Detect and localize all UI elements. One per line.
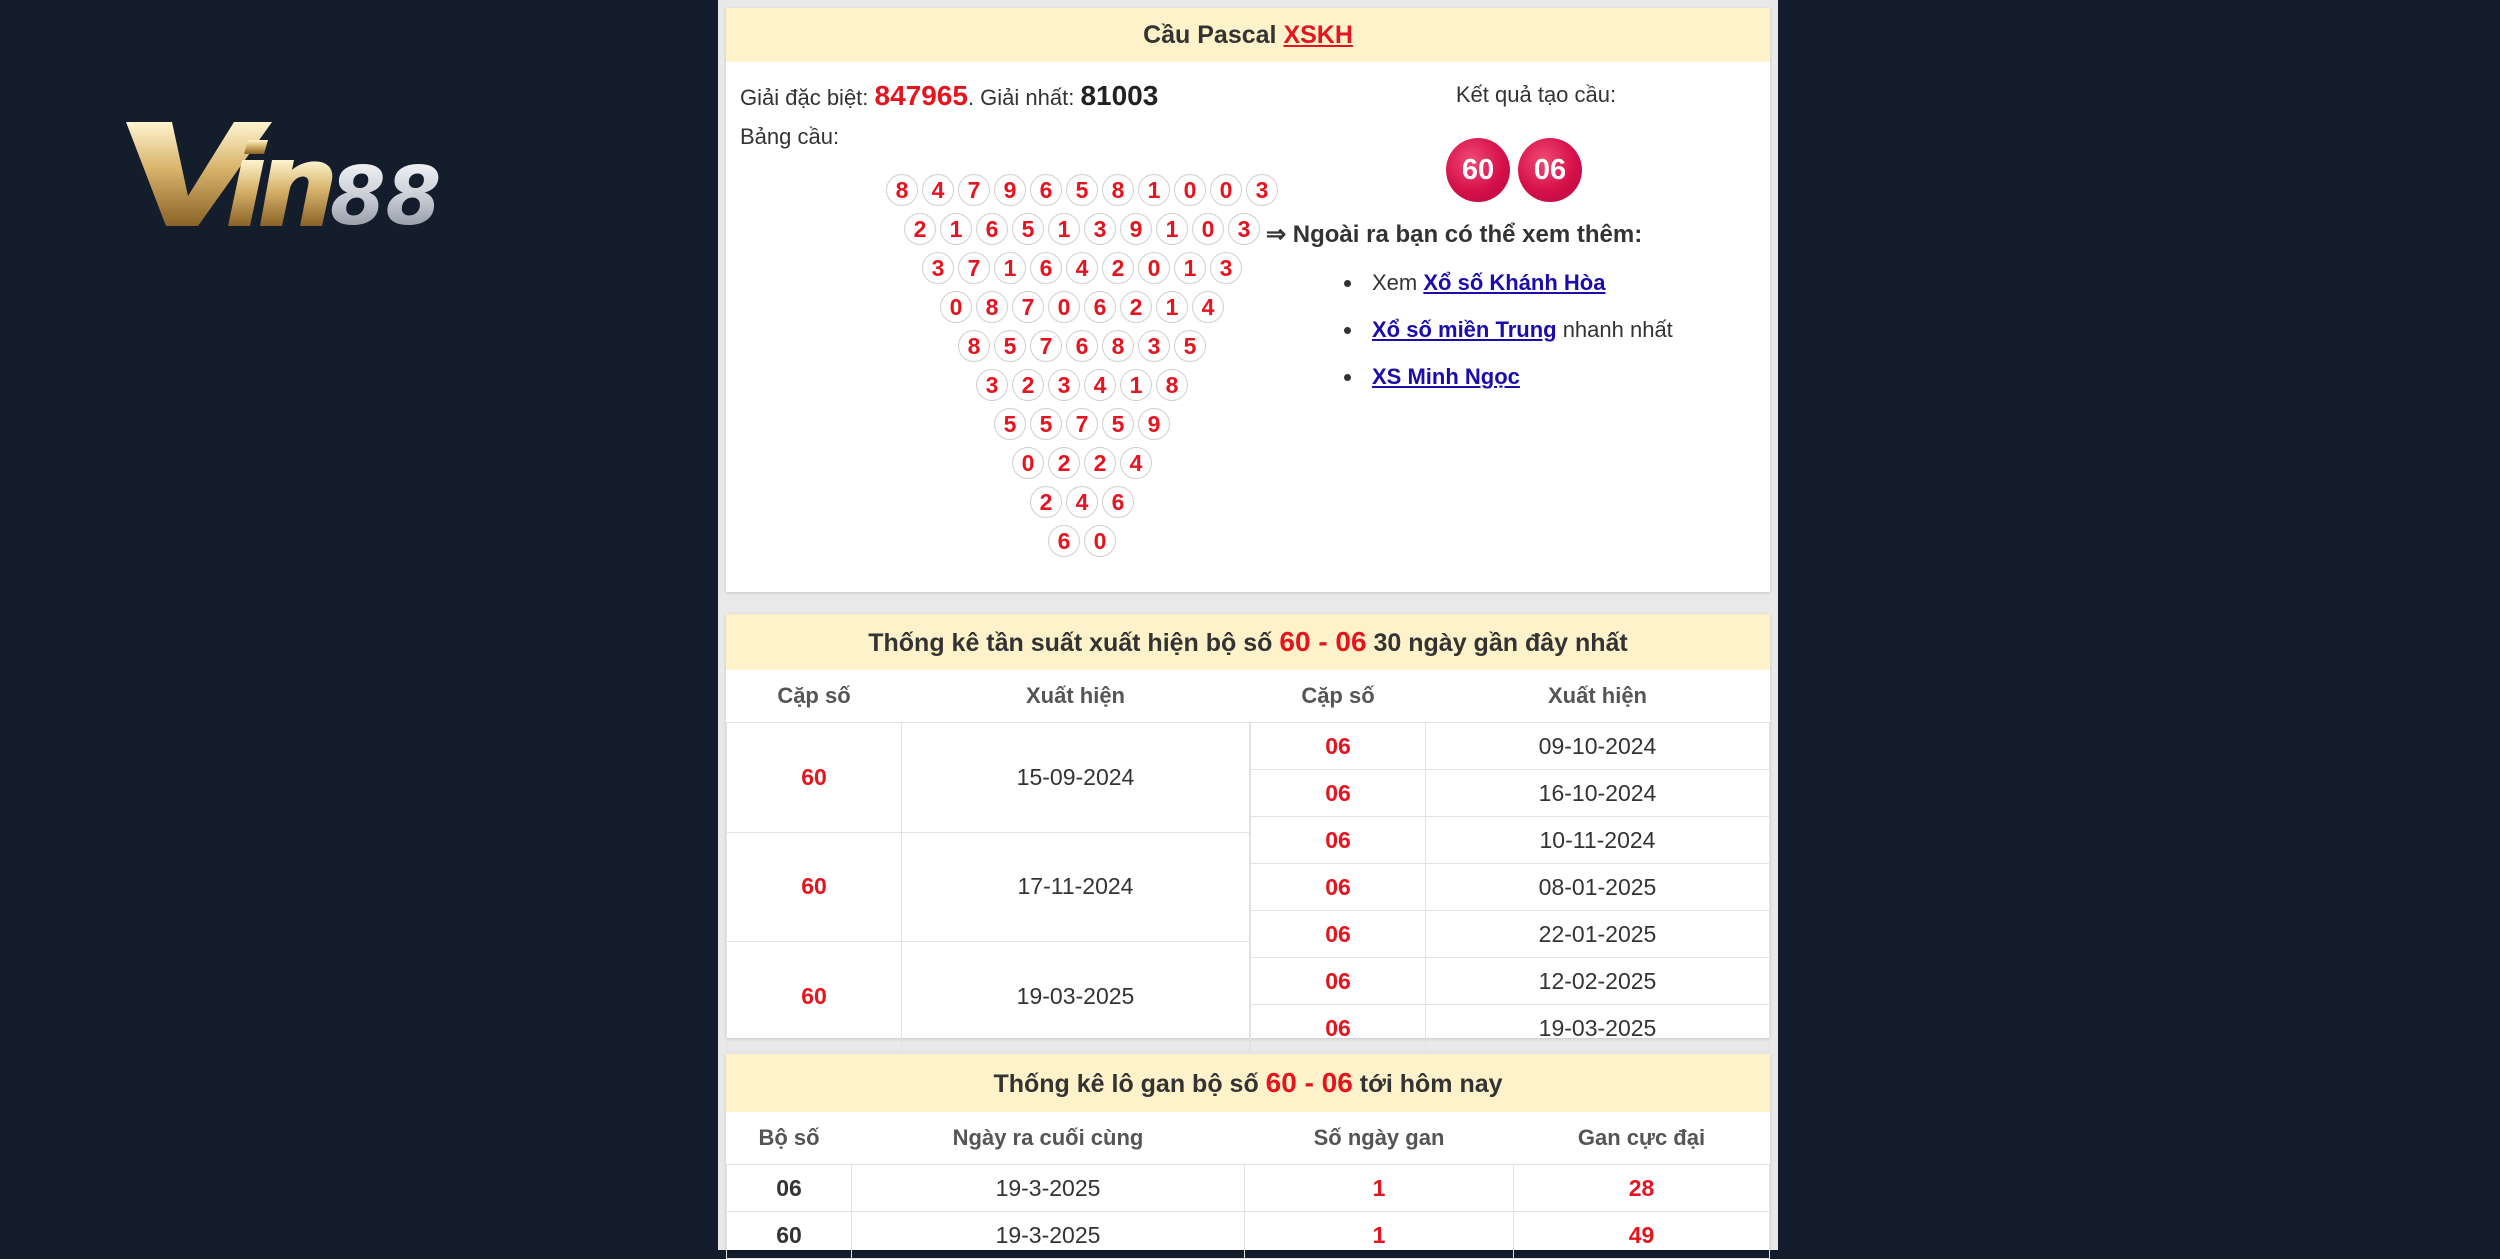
- date-cell: 22-01-2025: [1426, 911, 1770, 958]
- pair-cell: 60: [727, 723, 902, 833]
- pascal-digit: 6: [1102, 486, 1134, 518]
- lo-gan-header: [726, 1054, 1770, 1112]
- table-row: [727, 832, 1250, 942]
- pascal-digit: 5: [1012, 213, 1044, 245]
- gan-max-cell: 49: [1514, 1212, 1770, 1259]
- pair-cell: 06: [1251, 958, 1426, 1005]
- pascal-digit: 0: [1084, 525, 1116, 557]
- table-row: [1251, 817, 1770, 864]
- pascal-digit: 7: [958, 174, 990, 206]
- col-appear: Xuất hiện: [1547, 683, 1647, 708]
- pascal-digit: 6: [1030, 174, 1062, 206]
- pascal-digit: 4: [1192, 291, 1224, 323]
- prize-line: [740, 80, 1158, 112]
- vin88-logo[interactable]: [122, 118, 482, 238]
- list-item: [1336, 362, 1673, 409]
- lo-gan-title-highlight: 60 - 06: [1265, 1067, 1353, 1098]
- pascal-digit: 4: [922, 174, 954, 206]
- pascal-digit: 1: [940, 213, 972, 245]
- frequency-header: [726, 614, 1770, 670]
- col-appear: Xuất hiện: [1025, 683, 1125, 708]
- pascal-title: Cầu Pascal: [1143, 21, 1284, 49]
- pascal-digit: 9: [994, 174, 1026, 206]
- pascal-digit: 5: [1174, 330, 1206, 362]
- frequency-title-suffix: 30 ngày gần đây nhất: [1366, 629, 1628, 657]
- table-row: [727, 1165, 1770, 1212]
- gan-days-cell: 1: [1245, 1165, 1514, 1212]
- pair-cell: 60: [727, 832, 902, 942]
- pascal-digit: 1: [1156, 291, 1188, 323]
- pascal-digit: 2: [1120, 291, 1152, 323]
- list-item: [1336, 268, 1673, 315]
- pair-cell: 06: [1251, 1005, 1426, 1052]
- pascal-digit: 2: [1048, 447, 1080, 479]
- pascal-digit: 6: [1084, 291, 1116, 323]
- xo-so-mien-trung-link[interactable]: Xổ số miền Trung: [1372, 317, 1557, 342]
- pascal-digit: 2: [1084, 447, 1116, 479]
- link-prefix: Xem: [1372, 270, 1424, 295]
- pascal-digit: 5: [1066, 174, 1098, 206]
- link-suffix: nhanh nhất: [1556, 317, 1673, 342]
- pascal-digit: 0: [1048, 291, 1080, 323]
- pascal-digit: 8: [1102, 330, 1134, 362]
- pascal-digit: 0: [1174, 174, 1206, 206]
- pair-cell: 06: [1251, 770, 1426, 817]
- pascal-digit: 9: [1138, 408, 1170, 440]
- pascal-digit: 3: [1246, 174, 1278, 206]
- frequency-table-left: [726, 670, 1250, 1052]
- pascal-digit: 4: [1120, 447, 1152, 479]
- pascal-digit: 2: [1012, 369, 1044, 401]
- pascal-digit: 2: [1102, 252, 1134, 284]
- lo-gan-title-suffix: tới hôm nay: [1352, 1070, 1503, 1098]
- table-row: [1251, 723, 1770, 770]
- result-ball: 60: [1446, 138, 1510, 202]
- pascal-digit: 5: [994, 330, 1026, 362]
- col-bo-so: Bộ số: [758, 1125, 820, 1150]
- pascal-row: [940, 291, 1224, 323]
- svg-text:88: 88: [330, 150, 442, 238]
- pascal-digit: 3: [1228, 213, 1260, 245]
- pascal-digit: 5: [1030, 408, 1062, 440]
- pascal-digit: 4: [1066, 486, 1098, 518]
- pascal-digit: 0: [1210, 174, 1242, 206]
- date-cell: 12-02-2025: [1426, 958, 1770, 1005]
- xskh-link[interactable]: XSKH: [1283, 21, 1353, 49]
- lo-gan-title-prefix: Thống kê lô gan bộ số: [993, 1070, 1266, 1098]
- col-gan-days: Số ngày gan: [1313, 1125, 1445, 1150]
- list-item: [1336, 315, 1673, 362]
- pascal-digit: 8: [976, 291, 1008, 323]
- pascal-digit: 6: [1030, 252, 1062, 284]
- gan-max-cell: 28: [1514, 1165, 1770, 1212]
- pair-cell: 06: [1251, 864, 1426, 911]
- pair-cell: 06: [727, 1165, 852, 1212]
- date-cell: 10-11-2024: [1426, 817, 1770, 864]
- gan-days-cell: 1: [1245, 1212, 1514, 1259]
- table-row: [1251, 864, 1770, 911]
- xs-minh-ngoc-link[interactable]: XS Minh Ngọc: [1372, 364, 1520, 389]
- pascal-row: [886, 174, 1278, 206]
- pascal-digit: 8: [886, 174, 918, 206]
- pair-cell: 60: [727, 1212, 852, 1259]
- pair-cell: 06: [1251, 911, 1426, 958]
- pascal-digit: 1: [1174, 252, 1206, 284]
- pascal-digit: 8: [1156, 369, 1188, 401]
- table-row: [1251, 911, 1770, 958]
- pascal-digit: 3: [1138, 330, 1170, 362]
- frequency-tables: [726, 670, 1770, 1052]
- lo-gan-table: [726, 1112, 1770, 1259]
- first-prize-label: . Giải nhất:: [967, 85, 1081, 110]
- pascal-digit: 6: [976, 213, 1008, 245]
- pascal-digit: 9: [1120, 213, 1152, 245]
- col-pair: Cặp số: [777, 683, 851, 708]
- pascal-digit: 1: [994, 252, 1026, 284]
- pascal-digit: 7: [1012, 291, 1044, 323]
- pascal-digit: 6: [1066, 330, 1098, 362]
- content-column: [718, 0, 1778, 1250]
- table-label: Bảng cầu:: [740, 124, 840, 149]
- lo-gan-card: [726, 1054, 1770, 1250]
- pascal-card: [726, 8, 1770, 592]
- date-cell: 16-10-2024: [1426, 770, 1770, 817]
- pair-cell: 06: [1251, 817, 1426, 864]
- pascal-row: [976, 369, 1188, 401]
- col-gan-max: Gan cực đại: [1577, 1125, 1706, 1150]
- col-last-date: Ngày ra cuối cùng: [952, 1125, 1144, 1150]
- table-row: [1251, 770, 1770, 817]
- date-cell: 19-03-2025: [902, 942, 1250, 1052]
- pascal-digit: 0: [940, 291, 972, 323]
- last-date-cell: 19-3-2025: [852, 1165, 1245, 1212]
- table-row: [727, 723, 1250, 833]
- pascal-digit: 0: [1138, 252, 1170, 284]
- table-row: [727, 942, 1250, 1052]
- pascal-digit: 5: [1102, 408, 1134, 440]
- vin88-logo-graphic: [122, 118, 482, 238]
- date-cell: 17-11-2024: [902, 832, 1250, 942]
- pascal-digit: 5: [994, 408, 1026, 440]
- frequency-title-highlight: 60 - 06: [1279, 626, 1367, 657]
- more-links: [1336, 268, 1673, 409]
- table-row: [1251, 958, 1770, 1005]
- pascal-row: [994, 408, 1170, 440]
- special-prize-label: Giải đặc biệt:: [740, 85, 875, 110]
- pascal-digit: 7: [1030, 330, 1062, 362]
- pascal-row: [1012, 447, 1152, 479]
- result-label: Kết quả tạo cầu:: [1455, 82, 1617, 107]
- pascal-digit: 0: [1012, 447, 1044, 479]
- more-title: ⇒ Ngoài ra bạn có thể xem thêm:: [1266, 221, 1643, 248]
- pascal-header: [726, 8, 1770, 62]
- pascal-digit: 3: [1084, 213, 1116, 245]
- xo-so-khanh-hoa-link[interactable]: Xổ số Khánh Hòa: [1423, 270, 1606, 295]
- pascal-digit: 6: [1048, 525, 1080, 557]
- frequency-card: [726, 614, 1770, 1041]
- special-prize-value: 847965: [874, 80, 968, 111]
- pascal-digit: 3: [922, 252, 954, 284]
- pascal-digit: 8: [1102, 174, 1134, 206]
- pascal-digit: 2: [1030, 486, 1062, 518]
- date-cell: 19-03-2025: [1426, 1005, 1770, 1052]
- pascal-row: [1048, 525, 1116, 557]
- pascal-digit: 3: [1210, 252, 1242, 284]
- date-cell: 15-09-2024: [902, 723, 1250, 833]
- pascal-digit: 1: [1120, 369, 1152, 401]
- pascal-digit: 1: [1156, 213, 1188, 245]
- last-date-cell: 19-3-2025: [852, 1212, 1245, 1259]
- date-cell: 08-01-2025: [1426, 864, 1770, 911]
- pascal-digit: 7: [1066, 408, 1098, 440]
- col-pair: Cặp số: [1301, 683, 1375, 708]
- pascal-row: [1030, 486, 1134, 518]
- pascal-digit: 2: [904, 213, 936, 245]
- frequency-table-right: [1250, 670, 1770, 1052]
- pascal-row: [922, 252, 1242, 284]
- pascal-row: [904, 213, 1260, 245]
- pascal-digit: 8: [958, 330, 990, 362]
- date-cell: 09-10-2024: [1426, 723, 1770, 770]
- pascal-digit: 7: [958, 252, 990, 284]
- pair-cell: 06: [1251, 723, 1426, 770]
- first-prize-value: 81003: [1080, 80, 1159, 111]
- table-row: [1251, 1005, 1770, 1052]
- pascal-digit: 4: [1066, 252, 1098, 284]
- table-row: [727, 1212, 1770, 1259]
- pascal-digit: 3: [976, 369, 1008, 401]
- pascal-digit: 3: [1048, 369, 1080, 401]
- pair-cell: 60: [727, 942, 902, 1052]
- pascal-digit: 1: [1048, 213, 1080, 245]
- pascal-digit: 1: [1138, 174, 1170, 206]
- pascal-digit: 0: [1192, 213, 1224, 245]
- pascal-digit: 4: [1084, 369, 1116, 401]
- result-ball: 06: [1518, 138, 1582, 202]
- pascal-row: [958, 330, 1206, 362]
- frequency-title-prefix: Thống kê tần suất xuất hiện bộ số: [868, 629, 1280, 657]
